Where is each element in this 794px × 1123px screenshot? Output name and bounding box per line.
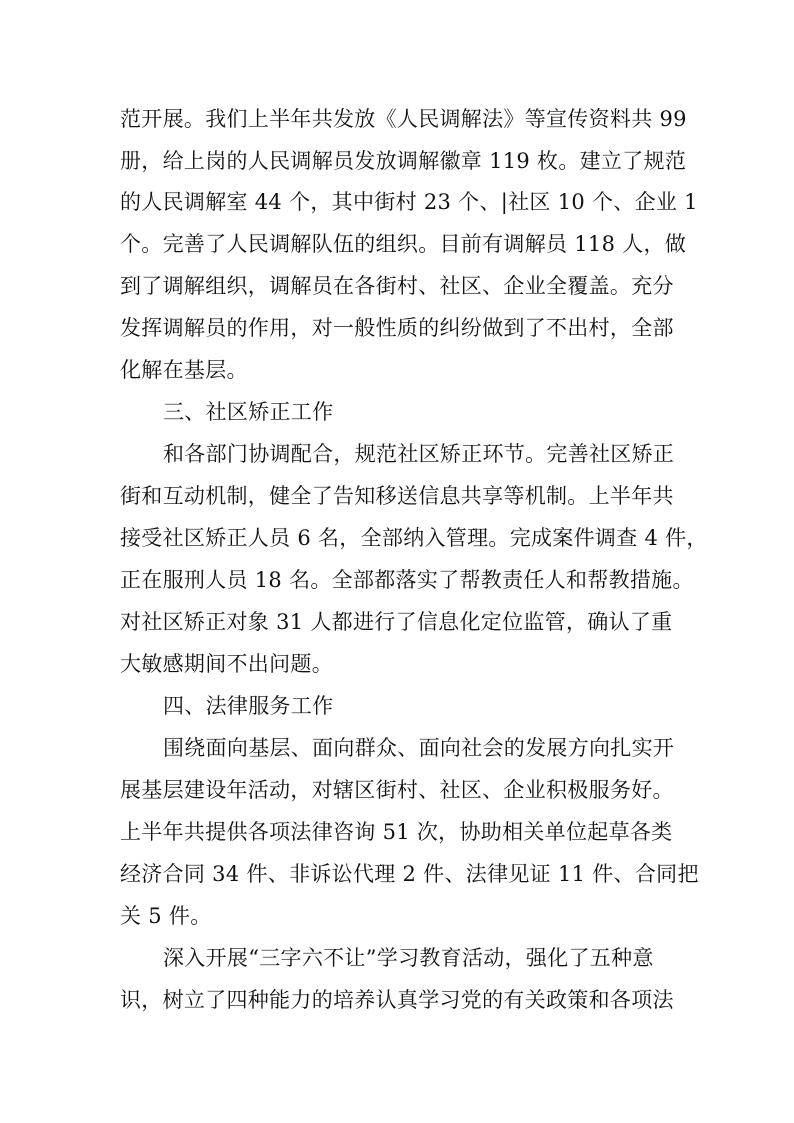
text-line: 和各部门协调配合，规范社区矫正环节。完善社区矫正 [163, 442, 675, 466]
text-line: 个。完善了人民调解队伍的组织。目前有调解员 118 人，做 [120, 232, 687, 256]
text-line: 范开展。我们上半年共发放《人民调解法》等宣传资料共 99 [120, 107, 687, 131]
text-line: 街和互动机制，健全了告知移送信息共享等机制。上半年共 [120, 484, 674, 508]
text-line: 展基层建设年活动，对辖区街村、社区、企业积极服务好。 [120, 778, 674, 802]
text-line: 化解在基层。 [120, 358, 248, 382]
section-heading: 三、社区矫正工作 [163, 400, 334, 424]
text-line: 正在服刑人员 18 名。全部都落实了帮教责任人和帮教措施。 [120, 568, 694, 592]
text-line: 围绕面向基层、面向群众、面向社会的发展方向扎实开 [163, 736, 675, 760]
text-line: 关 5 件。 [120, 904, 212, 928]
text-line: 册，给上岗的人民调解员发放调解徽章 119 枚。建立了规范 [120, 149, 687, 173]
text-line: 经济合同 34 件、非诉讼代理 2 件、法律见证 11 件、合同把 [120, 862, 699, 886]
section-heading: 四、法律服务工作 [163, 694, 334, 718]
text-line: 识，树立了四种能力的培养认真学习党的有关政策和各项法 [120, 988, 674, 1012]
text-line: 到了调解组织，调解员在各街村、社区、企业全覆盖。充分 [120, 274, 674, 298]
text-line: 接受社区矫正人员 6 名，全部纳入管理。完成案件调查 4 件， [120, 526, 708, 550]
text-line: 对社区矫正对象 31 人都进行了信息化定位监管，确认了重 [120, 610, 673, 634]
text-line: 上半年共提供各项法律咨询 51 次，协助相关单位起草各类 [120, 820, 673, 844]
text-line: 大敏感期间不出问题。 [120, 652, 333, 676]
text-line: 发挥调解员的作用，对一般性质的纠纷做到了不出村，全部 [120, 316, 674, 340]
text-line: 的人民调解室 44 个，其中街村 23 个、|社区 10 个、企业 1 [120, 190, 698, 214]
text-line: 深入开展“三字六不让”学习教育活动，强化了五种意 [163, 946, 654, 970]
